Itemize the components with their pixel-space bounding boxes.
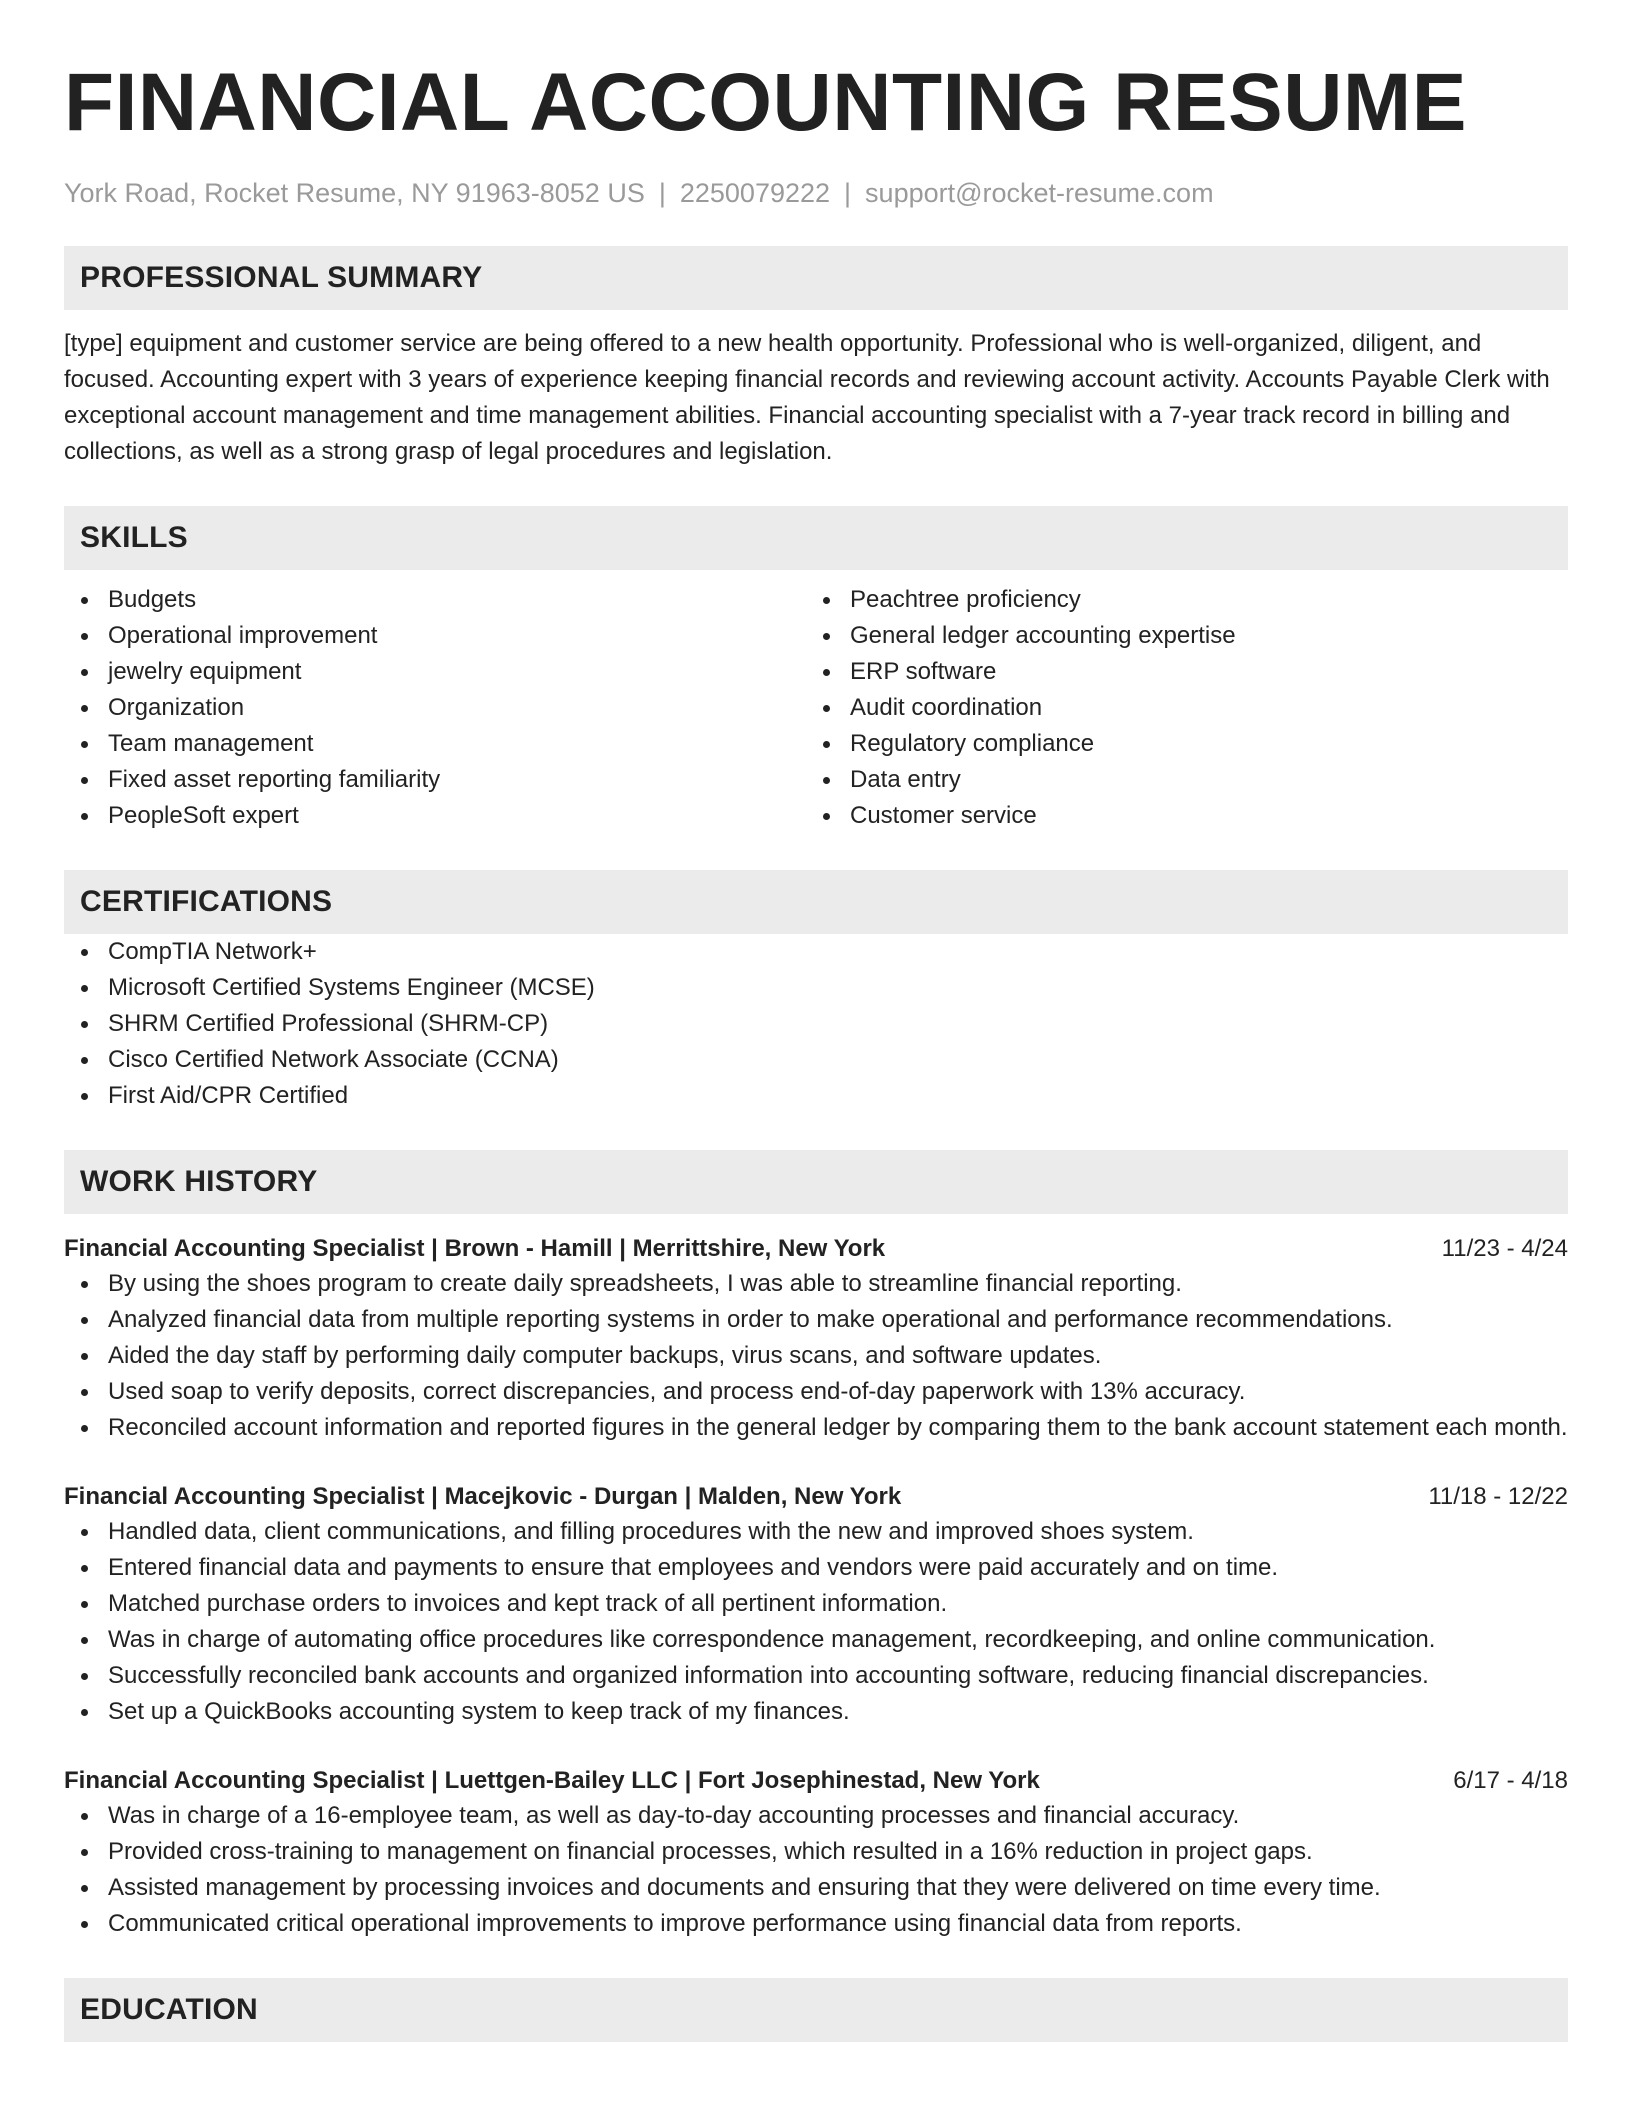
job-dates: 11/23 - 4/24 [1441,1235,1568,1262]
job-entry [64,1480,1568,1730]
job-header [64,1480,1568,1514]
certifications-heading: CERTIFICATIONS [64,870,1568,934]
resume-title: FINANCIAL ACCOUNTING RESUME [64,57,1467,148]
skill-item: Organization [64,690,806,726]
skills-list-right [806,582,1548,834]
skills-heading: SKILLS [64,506,1568,570]
skill-item: Fixed asset reporting familiarity [64,762,806,798]
contact-line [64,176,1568,210]
skill-item: Customer service [806,798,1548,834]
skill-item: ERP software [806,654,1548,690]
job-bullet: Entered financial data and payments to ensure that employees and vendors were paid accurately and on time. [64,1550,1568,1586]
job-bullet: Was in charge of automating office procedures like correspondence management, recordkeeping, and online communication. [64,1622,1568,1658]
skills-column-right [806,582,1548,834]
job-dates: 11/18 - 12/22 [1428,1483,1568,1510]
job-dates: 6/17 - 4/18 [1453,1767,1568,1794]
skill-item: jewelry equipment [64,654,806,690]
job-header [64,1764,1568,1798]
job-bullet: Matched purchase orders to invoices and kept track of all pertinent information. [64,1586,1568,1622]
contact-address: York Road, Rocket Resume, NY 91963-8052 US [64,178,645,208]
job-bullets [64,1266,1568,1446]
skills-grid [64,582,1568,834]
job-bullet: Set up a QuickBooks accounting system to keep track of my finances. [64,1694,1568,1730]
job-header [64,1232,1568,1266]
certification-item: Cisco Certified Network Associate (CCNA) [64,1042,1568,1078]
job-entry [64,1764,1568,1942]
skill-item: Peachtree proficiency [806,582,1548,618]
skill-item: PeopleSoft expert [64,798,806,834]
job-bullet: Used soap to verify deposits, correct discrepancies, and process end-of-day paperwork with 13% accuracy. [64,1374,1568,1410]
job-bullet: By using the shoes program to create daily spreadsheets, I was able to streamline financial reporting. [64,1266,1568,1302]
job-entry [64,1232,1568,1446]
job-bullet: Assisted management by processing invoices and documents and ensuring that they were delivered on time every time. [64,1870,1568,1906]
skill-item: Regulatory compliance [806,726,1548,762]
certification-item: SHRM Certified Professional (SHRM-CP) [64,1006,1568,1042]
education-heading: EDUCATION [64,1978,1568,2042]
skill-item: Data entry [806,762,1548,798]
skills-list-left [64,582,806,834]
job-bullet: Handled data, client communications, and filling procedures with the new and improved shoes system. [64,1514,1568,1550]
contact-email: support@rocket-resume.com [865,178,1214,208]
job-bullet: Reconciled account information and reported figures in the general ledger by comparing them to the bank account statement each month. [64,1410,1568,1446]
job-bullet: Analyzed financial data from multiple reporting systems in order to make operational and performance recommendations. [64,1302,1568,1338]
job-bullets [64,1798,1568,1942]
job-bullet: Successfully reconciled bank accounts and organized information into accounting software, reducing financial discrepancies. [64,1658,1568,1694]
certification-item: CompTIA Network+ [64,934,1568,970]
skill-item: General ledger accounting expertise [806,618,1548,654]
contact-phone: 2250079222 [679,178,831,208]
skill-item: Operational improvement [64,618,806,654]
job-bullets [64,1514,1568,1730]
job-bullet: Was in charge of a 16-employee team, as well as day-to-day accounting processes and financial accuracy. [64,1798,1568,1834]
job-bullet: Communicated critical operational improvements to improve performance using financial data from reports. [64,1906,1568,1942]
job-title: Financial Accounting Specialist | Luettgen-Bailey LLC | Fort Josephinestad, New York [64,1767,1040,1794]
contact-separator: | [844,178,852,208]
contact-separator: | [658,178,666,208]
skill-item: Budgets [64,582,806,618]
work-history-heading: WORK HISTORY [64,1150,1568,1214]
job-title: Financial Accounting Specialist | Brown - Hamill | Merrittshire, New York [64,1235,886,1262]
certification-item: First Aid/CPR Certified [64,1078,1568,1114]
skill-item: Team management [64,726,806,762]
summary-heading: PROFESSIONAL SUMMARY [64,246,1568,310]
skill-item: Audit coordination [806,690,1548,726]
job-bullet: Aided the day staff by performing daily computer backups, virus scans, and software updates. [64,1338,1568,1374]
summary-text: [type] equipment and customer service are being offered to a new health opportunity. Professional who is well-organized, diligent, and focused. Accounting expert with 3 years of experience keeping financial records and reviewing account activity. Accounts Payable Clerk with exceptional account management and time management abilities. Financial accounting specialist with a 7-year track record in billing and collections, as well as a strong grasp of legal procedures and legislation. [64,330,1550,465]
certification-item: Microsoft Certified Systems Engineer (MCSE) [64,970,1568,1006]
job-bullet: Provided cross-training to management on financial processes, which resulted in a 16% reduction in project gaps. [64,1834,1568,1870]
job-title: Financial Accounting Specialist | Macejkovic - Durgan | Malden, New York [64,1483,902,1510]
skills-column-left [64,582,806,834]
certifications-list [64,934,1568,1114]
